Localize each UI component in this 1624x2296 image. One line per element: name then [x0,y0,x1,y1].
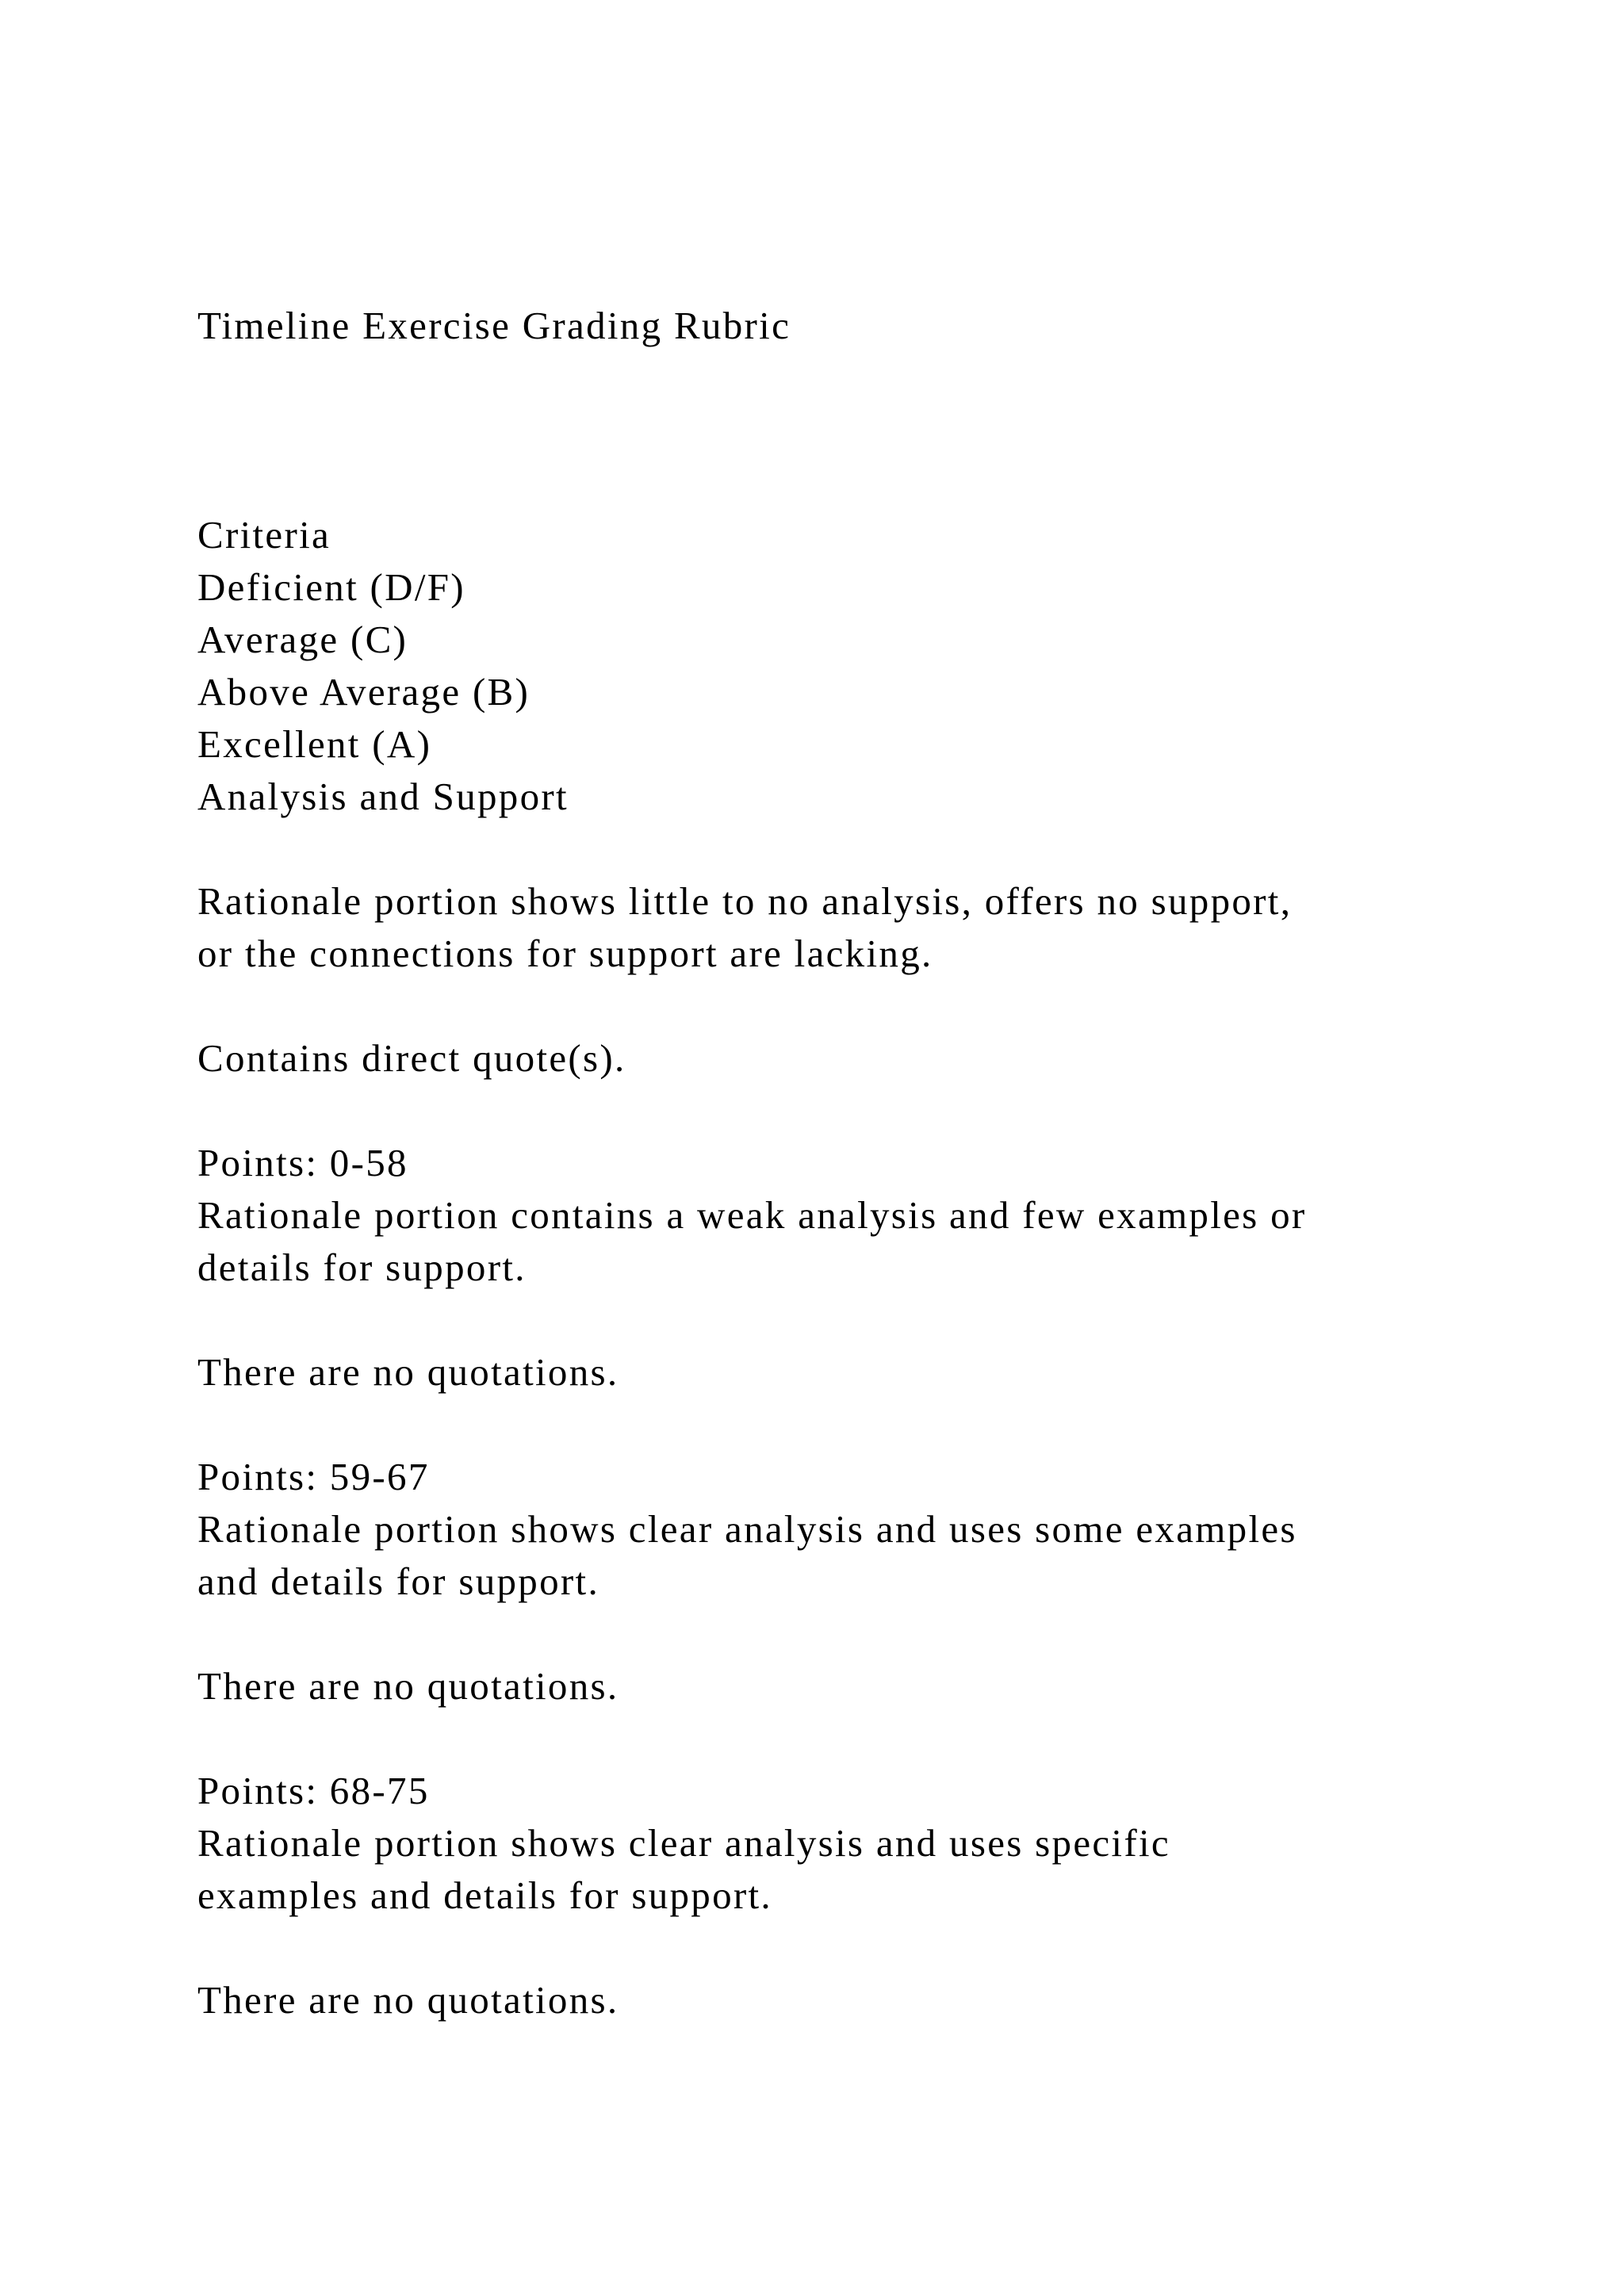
header-deficient: Deficient (D/F) [197,565,465,609]
above-average-description-line: and details for support. [197,1559,599,1603]
header-excellent: Excellent (A) [197,722,432,766]
header-average: Average (C) [197,618,408,661]
above-average-points: Points: 68-75 [197,1769,430,1812]
above-average-note: There are no quotations. [197,1664,619,1708]
average-description-line: details for support. [197,1246,527,1289]
average-points: Points: 59-67 [197,1455,430,1498]
excellent-note: There are no quotations. [197,1978,619,2022]
average-description-line: Rationale portion contains a weak analysis and few examples or [197,1193,1307,1237]
deficient-description-line: or the connections for support are lacking. [197,932,933,975]
deficient-note: Contains direct quote(s). [197,1036,626,1080]
criterion-analysis-and-support: Analysis and Support [197,775,569,818]
document-title: Timeline Exercise Grading Rubric [197,304,791,347]
header-above-average: Above Average (B) [197,670,530,714]
excellent-description-line: examples and details for support. [197,1873,772,1917]
average-note: There are no quotations. [197,1350,619,1394]
excellent-description-line: Rationale portion shows clear analysis and uses specific [197,1821,1170,1865]
header-criteria: Criteria [197,513,331,557]
above-average-description-line: Rationale portion shows clear analysis and uses some examples [197,1507,1297,1551]
deficient-points: Points: 0-58 [197,1141,408,1184]
deficient-description-line: Rationale portion shows little to no analysis, offers no support, [197,879,1293,923]
